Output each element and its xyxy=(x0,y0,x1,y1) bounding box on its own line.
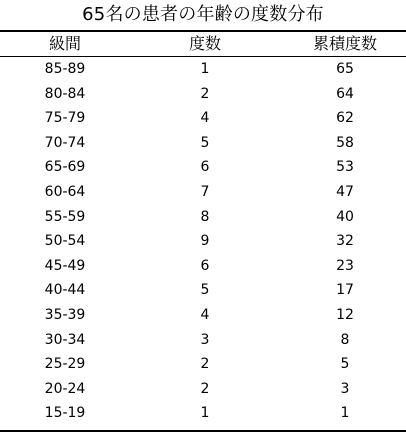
cell-frequency: 8 xyxy=(200,208,210,225)
cell-class-interval: 65-69 xyxy=(44,159,86,176)
cell-frequency: 1 xyxy=(200,405,210,422)
header-frequency: 度数 xyxy=(188,34,221,53)
cell-frequency: 5 xyxy=(200,134,210,151)
cell-cumulative-frequency: 3 xyxy=(340,380,350,397)
cell-class-interval: 75-79 xyxy=(44,110,86,127)
cell-cumulative-frequency: 65 xyxy=(336,61,354,77)
cell-class-interval: 45-49 xyxy=(44,257,86,274)
cell-cumulative-frequency: 40 xyxy=(336,208,354,225)
header-cumulative-frequency: 累積度数 xyxy=(312,34,377,53)
table-row xyxy=(0,106,406,131)
cell-cumulative-frequency: 47 xyxy=(336,183,354,200)
cell-cumulative-frequency: 5 xyxy=(340,356,350,373)
table-title: 65名の患者の年齢の度数分布 xyxy=(82,4,324,25)
table-row xyxy=(0,352,406,377)
cell-frequency: 2 xyxy=(200,85,210,102)
table-row xyxy=(0,82,406,107)
cell-class-interval: 35-39 xyxy=(44,306,86,323)
table-row xyxy=(0,328,406,353)
cell-cumulative-frequency: 12 xyxy=(336,306,354,323)
top-rule xyxy=(0,30,406,32)
cell-frequency: 7 xyxy=(200,183,210,200)
table-row xyxy=(0,229,406,254)
cell-cumulative-frequency: 58 xyxy=(336,134,354,151)
cell-frequency: 4 xyxy=(200,306,210,323)
cell-class-interval: 25-29 xyxy=(44,356,86,373)
cell-frequency: 2 xyxy=(200,356,210,373)
cell-cumulative-frequency: 32 xyxy=(336,233,354,250)
table-row xyxy=(0,205,406,230)
table-row xyxy=(0,131,406,156)
cell-class-interval: 15-19 xyxy=(44,405,86,422)
table-row xyxy=(0,377,406,402)
cell-class-interval: 60-64 xyxy=(44,183,86,200)
table-row xyxy=(0,155,406,180)
table-row xyxy=(0,401,406,426)
table-row xyxy=(0,254,406,279)
cell-class-interval: 50-54 xyxy=(44,233,86,250)
cell-class-interval: 85-89 xyxy=(44,61,86,77)
cell-cumulative-frequency: 1 xyxy=(340,405,350,422)
cell-frequency: 2 xyxy=(200,380,210,397)
cell-class-interval: 20-24 xyxy=(44,380,86,397)
cell-class-interval: 80-84 xyxy=(44,85,86,102)
table-row xyxy=(0,180,406,205)
cell-frequency: 1 xyxy=(200,61,210,77)
bottom-rule xyxy=(0,430,406,432)
cell-frequency: 3 xyxy=(200,331,210,348)
cell-frequency: 6 xyxy=(200,257,210,274)
header-row xyxy=(0,33,406,55)
cell-frequency: 5 xyxy=(200,282,210,299)
cell-cumulative-frequency: 62 xyxy=(336,110,354,127)
cell-cumulative-frequency: 53 xyxy=(336,159,354,176)
cell-frequency: 9 xyxy=(200,233,210,250)
table-body xyxy=(0,57,406,426)
header-class-interval: 級間 xyxy=(48,34,81,53)
table-row xyxy=(0,57,406,82)
cell-cumulative-frequency: 8 xyxy=(340,331,350,348)
cell-class-interval: 30-34 xyxy=(44,331,86,348)
table-row xyxy=(0,278,406,303)
table-row xyxy=(0,303,406,328)
cell-frequency: 4 xyxy=(200,110,210,127)
cell-class-interval: 40-44 xyxy=(44,282,86,299)
cell-class-interval: 70-74 xyxy=(44,134,86,151)
cell-cumulative-frequency: 23 xyxy=(336,257,354,274)
cell-cumulative-frequency: 64 xyxy=(336,85,354,102)
cell-frequency: 6 xyxy=(200,159,210,176)
cell-class-interval: 55-59 xyxy=(44,208,86,225)
cell-cumulative-frequency: 17 xyxy=(336,282,354,299)
